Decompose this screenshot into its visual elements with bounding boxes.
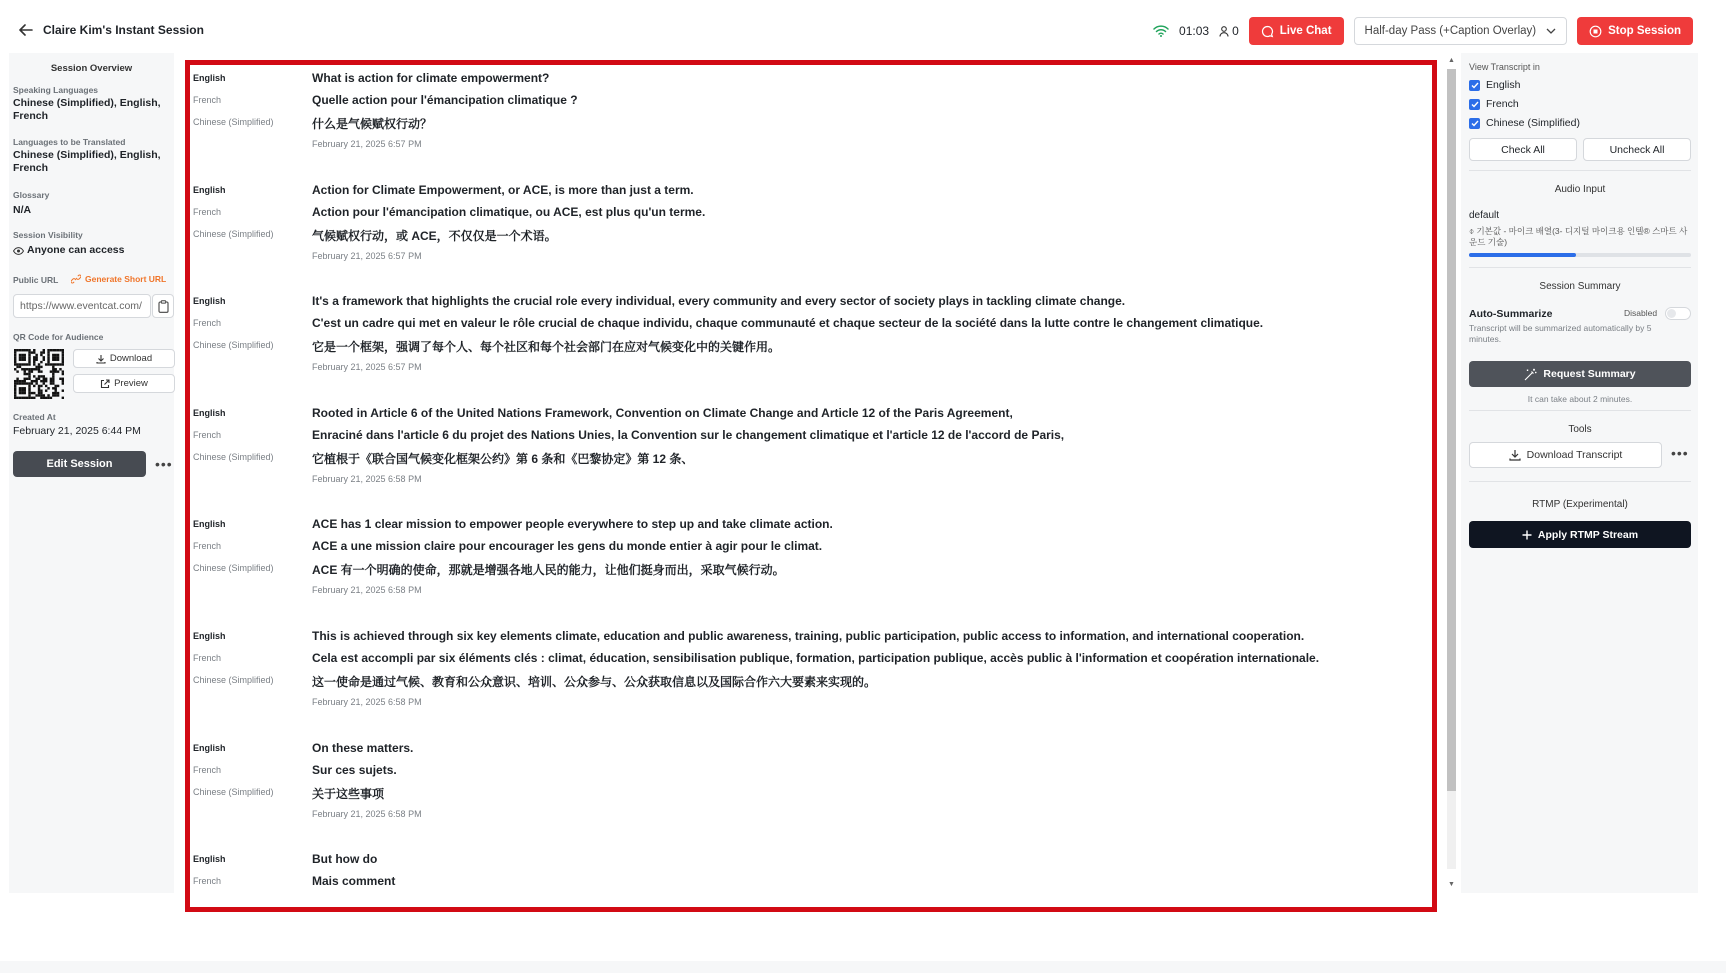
transcript-text: Quelle action pour l'émancipation climatique ? (312, 93, 578, 107)
transcript-language-label: English (193, 296, 226, 307)
view-transcript-label: View Transcript in (1469, 62, 1540, 72)
transcript-entry (190, 626, 1430, 707)
audio-input-default: default (1469, 210, 1500, 221)
glossary-label: Glossary (13, 190, 50, 200)
transcript-language-label: Chinese (Simplified) (193, 786, 274, 797)
transcript-language-label: Chinese (Simplified) (193, 340, 274, 351)
request-summary-button[interactable] (1469, 361, 1691, 387)
plus-icon (1522, 530, 1532, 540)
transcript-scrollbar[interactable] (1444, 57, 1458, 893)
transcript-language-label: English (193, 184, 226, 195)
qr-code (14, 349, 64, 399)
scroll-down-arrow-icon[interactable]: ▼ (1448, 881, 1455, 888)
checkbox-checked-icon (1469, 99, 1480, 110)
auto-summarize-label: Auto-Summarize (1469, 308, 1553, 320)
auto-summarize-note: Transcript will be summarized automatically by 5 minutes. (1469, 323, 1652, 344)
divider (1469, 410, 1691, 411)
transcript-text: What is action for climate empowerment? (312, 71, 550, 85)
edit-session-button[interactable]: Edit Session (13, 451, 146, 477)
transcript-language-label: English (193, 742, 226, 753)
session-overview-panel (9, 53, 174, 893)
speaking-languages-value: Chinese (Simplified), English, French (13, 97, 161, 122)
plan-select-value: Half-day Pass (+Caption Overlay) (1364, 25, 1537, 37)
transcript-line (190, 224, 1430, 246)
visibility-text: Anyone can access (27, 244, 125, 256)
apply-rtmp-label: Apply RTMP Stream (1537, 528, 1639, 541)
overview-title: Session Overview (50, 63, 133, 74)
auto-summarize-toggle[interactable] (1665, 307, 1691, 320)
request-summary-note: It can take about 2 minutes. (1527, 394, 1633, 404)
public-url-label: Public URL (13, 275, 59, 285)
transcript-text: Rooted in Article 6 of the United Nations Framework, Convention on Climate Change and Article 12 of the Paris Agreement, (312, 405, 1013, 420)
external-link-icon (100, 379, 110, 389)
wifi-icon (1153, 23, 1171, 39)
magic-wand-icon (1524, 368, 1537, 381)
qr-label: QR Code for Audience (13, 332, 104, 342)
preview-button[interactable] (73, 374, 175, 393)
translated-languages-value: Chinese (Simplified), English, French (13, 149, 161, 174)
language-checkbox-label: French (1486, 98, 1519, 110)
transcript-text: 这一使命是通过气候、教育和公众意识、培训、公众参与、公众获取信息以及国际合作六大要素来实现的。 (312, 675, 877, 689)
transcript-language-label: French (193, 876, 222, 887)
transcript-timestamp: February 21, 2025 6:57 PM (312, 139, 422, 149)
transcript-line (190, 849, 1430, 871)
transcript-language-label: English (193, 519, 226, 530)
app-header (0, 0, 1726, 60)
live-chat-label: Live Chat (1279, 25, 1332, 37)
transcript-line (190, 291, 1430, 313)
language-checkbox-english[interactable] (1469, 79, 1520, 91)
transcript-line (190, 112, 1430, 134)
transcript-language-label: French (193, 429, 222, 440)
transcript-text: It's a framework that highlights the crucial role every individual, every community and every sector of society plays in tackling climate change. (312, 294, 1126, 309)
transcript-text: 气候赋权行动，或 ACE，不仅仅是一个术语。 (312, 228, 557, 243)
glossary-value: N/A (13, 204, 32, 216)
visibility-value (13, 244, 163, 257)
transcript-language-label: French (193, 653, 222, 663)
transcript-language-label: Chinese (Simplified) (193, 563, 274, 574)
auto-summarize-status: Disabled (1624, 308, 1658, 318)
public-url-field[interactable]: https://www.eventcat.com/ (13, 294, 151, 318)
transcript-text: Enraciné dans l'article 6 du projet des Nations Unies, la Convention sur le changement climatique et l'article 12 de l'accord de Paris, (312, 427, 1065, 442)
transcript-text: ACE 有一个明确的使命，那就是增强各地人民的能力，让他们挺身而出，采取气候行动。 (312, 563, 785, 578)
transcript-line (190, 558, 1430, 580)
transcript-line (190, 626, 1430, 648)
transcript-entry (190, 849, 1430, 893)
transcript-line (190, 202, 1430, 224)
apply-rtmp-button[interactable] (1469, 521, 1691, 548)
transcript-text: Cela est accompli par six éléments clés : climat, éducation, sensibilisation publique, formation, participation publique, accès public à l'information et coopération internationale. (312, 651, 1320, 665)
created-at-label: Created At (13, 412, 56, 422)
download-icon (96, 354, 106, 364)
header-controls (1153, 17, 1693, 45)
transcript-language-label: Chinese (Simplified) (193, 451, 274, 462)
transcript-timestamp: February 21, 2025 6:58 PM (312, 473, 422, 484)
created-at-value: February 21, 2025 6:44 PM (13, 425, 141, 437)
tools-title: Tools (1568, 424, 1592, 435)
transcript-language-label: French (193, 541, 222, 552)
request-summary-label: Request Summary (1543, 368, 1636, 380)
transcript-text: C'est un cadre qui met en valeur le rôle crucial de chaque individu, chaque communauté et chaque secteur de la société dans la lutte contre le changement climatique. (312, 316, 1264, 331)
checkbox-checked-icon (1469, 118, 1480, 129)
transcript-timestamp: February 21, 2025 6:58 PM (312, 585, 422, 596)
transcript-entry (190, 403, 1430, 484)
transcript-entry (190, 68, 1430, 149)
scroll-up-arrow-icon[interactable]: ▲ (1448, 57, 1455, 64)
translated-languages-label: Languages to be Translated (13, 137, 126, 147)
more-options-icon[interactable]: ••• (155, 456, 173, 472)
transcript-text: Sur ces sujets. (312, 762, 397, 777)
transcript-timestamp: February 21, 2025 6:57 PM (312, 362, 422, 373)
transcript-entry (190, 180, 1430, 261)
transcript-text: Action pour l'émancipation climatique, ou ACE, est plus qu'un terme. (312, 204, 706, 219)
transcript-language-label: English (193, 407, 226, 418)
transcript-line (190, 403, 1430, 425)
listener-count-value: 0 (1232, 24, 1239, 38)
copy-url-button[interactable] (152, 294, 174, 318)
scrollbar-thumb[interactable] (1447, 69, 1456, 791)
transcript-text: Mais comment (312, 874, 396, 889)
generate-short-url-label: Generate Short URL (85, 274, 167, 284)
download-transcript-button[interactable] (1469, 442, 1662, 468)
session-timer: 01:03 (1179, 24, 1210, 38)
transcript-timestamp: February 21, 2025 6:57 PM (312, 250, 422, 261)
live-chat-button[interactable] (1249, 17, 1344, 45)
visibility-label: Session Visibility (13, 230, 83, 240)
language-checkbox-chinese[interactable] (1469, 117, 1580, 129)
chat-icon (1261, 25, 1274, 38)
divider (1469, 481, 1691, 482)
language-checkbox-french[interactable] (1469, 98, 1519, 110)
transcript-language-label: English (193, 631, 226, 641)
transcript-language-label: Chinese (Simplified) (193, 117, 274, 127)
audio-input-title: Audio Input (1554, 184, 1606, 195)
speaking-languages-label: Speaking Languages (13, 85, 99, 95)
transcript-language-label: English (193, 73, 226, 83)
language-checkbox-label: Chinese (Simplified) (1486, 117, 1580, 129)
transcript-line (190, 313, 1430, 335)
transcript-line (190, 180, 1430, 202)
transcript-text: 它植根于《联合国气候变化框架公约》第 6 条和《巴黎协定》第 12 条、 (312, 451, 694, 466)
download-icon (1509, 449, 1521, 461)
audio-device-label: 기본값 - 마이크 배열(3- 디지털 마이크용 인텔® 스마트 사운드 기술) (1469, 226, 1688, 247)
transcript-timestamp: February 21, 2025 6:58 PM (312, 697, 422, 707)
transcript-text: 它是一个框架，强调了每个人、每个社区和每个社会部门在应对气候变化中的关键作用。 (312, 340, 781, 355)
footer-strip (0, 961, 1726, 973)
transcript-text: ACE a une mission claire pour encourager les gens du monde entier à agir pour le climat. (312, 539, 823, 554)
transcript-panel (185, 60, 1437, 912)
transcript-text: This is achieved through six key elements climate, education and public awareness, training, public participation, public access to information, and international cooperation. (312, 629, 1305, 643)
transcript-line (190, 335, 1430, 357)
clipboard-icon (158, 300, 169, 313)
rtmp-title: RTMP (Experimental) (1532, 499, 1628, 510)
divider (1469, 267, 1691, 268)
transcript-line (190, 447, 1430, 469)
transcript-language-label: French (193, 318, 222, 329)
stop-icon (1589, 25, 1602, 38)
transcript-text: 什么是气候赋权行动？ (312, 117, 433, 131)
transcript-language-label: French (193, 95, 222, 105)
checkbox-checked-icon (1469, 80, 1480, 91)
download-transcript-label: Download Transcript (1526, 449, 1623, 461)
transcript-text: On these matters. (312, 740, 414, 755)
transcript-line (190, 670, 1430, 692)
transcript-language-label: English (193, 854, 226, 865)
transcript-entry (190, 738, 1430, 819)
generate-short-url-link[interactable] (71, 274, 166, 284)
transcript-line (190, 90, 1430, 112)
transcript-entry (190, 514, 1430, 596)
download-qr-label: Download (109, 353, 153, 364)
transcript-language-label: Chinese (Simplified) (193, 228, 274, 239)
transcript-language-label: French (193, 206, 222, 217)
check-all-button[interactable]: Check All (1469, 138, 1577, 161)
audio-device-name[interactable] (1469, 226, 1691, 248)
stop-session-button[interactable] (1577, 17, 1693, 45)
transcript-line (190, 425, 1430, 447)
transcript-text: Action for Climate Empowerment, or ACE, is more than just a term. (312, 182, 694, 197)
transcript-line (190, 648, 1430, 670)
audio-level-meter (1469, 253, 1691, 257)
transcript-line (190, 738, 1430, 760)
mic-icon: ⌽ (1469, 226, 1477, 236)
transcript-text: ACE has 1 clear mission to empower people everywhere to step up and take climate action. (312, 517, 833, 532)
page-title: Claire Kim's Instant Session (43, 23, 204, 37)
session-summary-title: Session Summary (1539, 281, 1621, 292)
transcript-text: 关于这些事项 (312, 786, 385, 801)
listener-count (1219, 24, 1239, 38)
eye-icon (13, 247, 24, 255)
transcript-line (190, 68, 1430, 90)
link-icon (71, 274, 81, 284)
download-qr-button[interactable] (73, 349, 175, 368)
transcript-language-label: French (193, 764, 222, 775)
divider (1469, 170, 1691, 171)
transcript-line (190, 514, 1430, 536)
back-arrow-icon[interactable] (16, 20, 36, 40)
plan-select[interactable] (1354, 17, 1568, 45)
preview-label: Preview (114, 378, 148, 389)
transcript-line (190, 760, 1430, 782)
language-checkbox-label: English (1486, 79, 1521, 91)
transcript-text: But how do (312, 852, 378, 867)
uncheck-all-button[interactable]: Uncheck All (1583, 138, 1691, 161)
control-panel (1461, 53, 1698, 893)
transcript-timestamp: February 21, 2025 6:58 PM (312, 808, 422, 819)
audio-level-fill (1469, 253, 1576, 257)
tools-more-options-icon[interactable]: ••• (1671, 445, 1689, 461)
stop-session-label: Stop Session (1608, 25, 1681, 37)
transcript-line (190, 536, 1430, 558)
transcript-line (190, 871, 1430, 893)
chevron-down-icon (1546, 28, 1556, 34)
transcript-language-label: Chinese (Simplified) (193, 675, 274, 685)
user-icon (1219, 26, 1229, 37)
transcript-entry (190, 291, 1430, 373)
transcript-line (190, 782, 1430, 804)
